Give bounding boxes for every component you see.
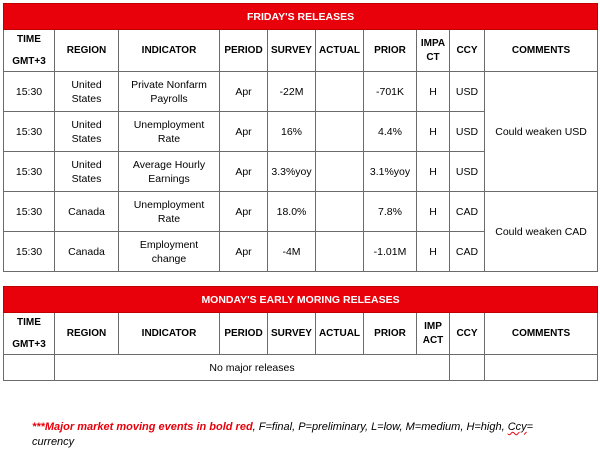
cell-time: 15:30	[4, 112, 55, 152]
header-region: REGION	[55, 30, 119, 72]
cell-impact: H	[417, 232, 450, 272]
footnote-legend: , F=final, P=preliminary, L=low, M=medium, H=high,	[252, 421, 508, 433]
header-ccy: CCY	[450, 313, 485, 355]
cell-region: Canada	[55, 192, 119, 232]
header-time: TIME GMT+3	[4, 313, 55, 355]
header-period: PERIOD	[220, 30, 268, 72]
cell-indicator: Average Hourly Earnings	[119, 152, 220, 192]
cell-survey: 16%	[268, 112, 316, 152]
header-impact: IMP ACT	[417, 313, 450, 355]
monday-header-row	[4, 313, 598, 355]
cell-prior: 3.1%yoy	[364, 152, 417, 192]
no-major-releases: No major releases	[55, 355, 450, 381]
friday-banner: FRIDAY'S RELEASES	[4, 4, 598, 30]
header-actual: ACTUAL	[316, 313, 364, 355]
footnote-ccy: Ccy	[507, 421, 527, 433]
cell-ccy: CAD	[450, 192, 485, 232]
header-period: PERIOD	[220, 313, 268, 355]
friday-releases-table	[3, 3, 598, 272]
cell-survey: 18.0%	[268, 192, 316, 232]
cell-time: 15:30	[4, 72, 55, 112]
cell-time: 15:30	[4, 232, 55, 272]
cell-prior: -701K	[364, 72, 417, 112]
cell-period: Apr	[220, 72, 268, 112]
table-row	[4, 355, 598, 381]
header-survey: SURVEY	[268, 313, 316, 355]
monday-releases-table	[3, 286, 598, 381]
header-region: REGION	[55, 313, 119, 355]
header-prior: PRIOR	[364, 30, 417, 72]
header-comments: COMMENTS	[485, 313, 598, 355]
cell-indicator: Employment change	[119, 232, 220, 272]
cell-ccy: CAD	[450, 232, 485, 272]
cell-comments	[485, 355, 598, 381]
cell-period: Apr	[220, 232, 268, 272]
comment-cad: Could weaken CAD	[485, 192, 598, 272]
header-actual: ACTUAL	[316, 30, 364, 72]
cell-actual	[316, 232, 364, 272]
header-ccy: CCY	[450, 30, 485, 72]
cell-region: United States	[55, 152, 119, 192]
cell-indicator: Unemployment Rate	[119, 112, 220, 152]
table-row	[4, 72, 598, 112]
header-comments: COMMENTS	[485, 30, 598, 72]
cell-actual	[316, 72, 364, 112]
table-row	[4, 192, 598, 232]
cell-ccy	[450, 355, 485, 381]
cell-actual	[316, 192, 364, 232]
cell-impact: H	[417, 192, 450, 232]
cell-time: 15:30	[4, 152, 55, 192]
cell-impact: H	[417, 72, 450, 112]
cell-survey: 3.3%yoy	[268, 152, 316, 192]
friday-header-row	[4, 30, 598, 72]
cell-period: Apr	[220, 112, 268, 152]
cell-actual	[316, 112, 364, 152]
cell-prior: -1.01M	[364, 232, 417, 272]
cell-ccy: USD	[450, 72, 485, 112]
cell-time	[4, 355, 55, 381]
cell-impact: H	[417, 152, 450, 192]
cell-region: United States	[55, 72, 119, 112]
monday-banner: MONDAY'S EARLY MORING RELEASES	[4, 287, 598, 313]
header-time: TIME GMT+3	[4, 30, 55, 72]
cell-prior: 4.4%	[364, 112, 417, 152]
cell-period: Apr	[220, 152, 268, 192]
header-survey: SURVEY	[268, 30, 316, 72]
comment-usd: Could weaken USD	[485, 72, 598, 192]
cell-impact: H	[417, 112, 450, 152]
cell-prior: 7.8%	[364, 192, 417, 232]
cell-region: United States	[55, 112, 119, 152]
header-impact: IMPA CT	[417, 30, 450, 72]
footnote-major-events: ***Major market moving events in bold red	[32, 421, 253, 433]
cell-indicator: Private Nonfarm Payrolls	[119, 72, 220, 112]
cell-actual	[316, 152, 364, 192]
cell-survey: -22M	[268, 72, 316, 112]
footnote-currency: = currency	[32, 421, 534, 448]
cell-region: Canada	[55, 232, 119, 272]
header-indicator: INDICATOR	[119, 313, 220, 355]
cell-indicator: Unemployment Rate	[119, 192, 220, 232]
cell-ccy: USD	[450, 112, 485, 152]
footnote	[32, 420, 572, 450]
header-prior: PRIOR	[364, 313, 417, 355]
cell-ccy: USD	[450, 152, 485, 192]
cell-period: Apr	[220, 192, 268, 232]
cell-time: 15:30	[4, 192, 55, 232]
cell-survey: -4M	[268, 232, 316, 272]
header-indicator: INDICATOR	[119, 30, 220, 72]
